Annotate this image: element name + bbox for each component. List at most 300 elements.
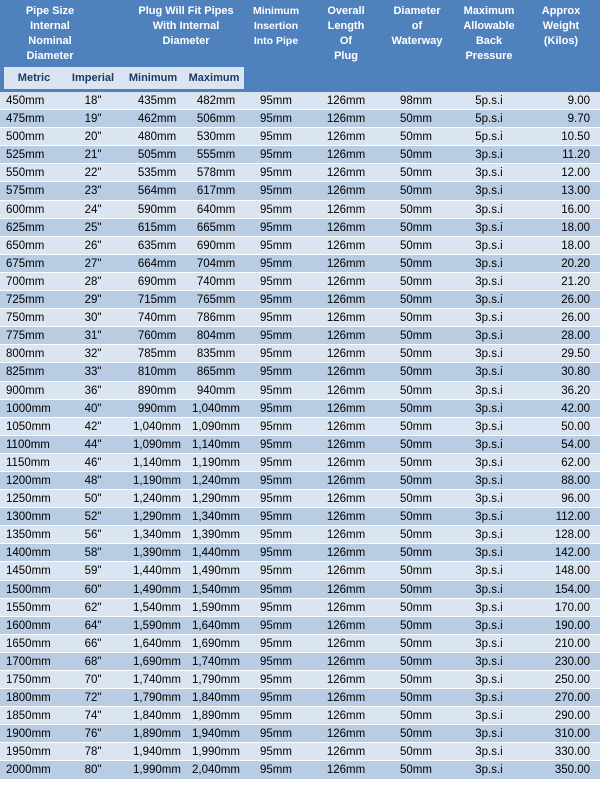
cell-insertion: 95mm [260, 203, 292, 216]
cell-insertion: 95mm [260, 113, 292, 126]
cell-imperial: 36" [84, 384, 102, 397]
cell-waterway: 50mm [400, 438, 432, 451]
cell-metric: 725mm [6, 294, 45, 307]
cell-length: 126mm [326, 330, 366, 343]
header-pipe-size: Pipe Size Internal Nominal Diameter [25, 5, 75, 62]
cell-weight: 142.00 [554, 547, 590, 560]
cell-length: 126mm [326, 583, 366, 596]
cell-weight: 26.00 [561, 312, 590, 325]
cell-imperial: 74" [84, 710, 102, 723]
cell-pressure: 3p.s.i [475, 257, 503, 270]
cell-max-diameter: 690mm [196, 239, 236, 252]
table-row [0, 237, 600, 255]
table-row [0, 653, 600, 671]
cell-length: 126mm [326, 275, 366, 288]
cell-length: 126mm [326, 221, 366, 234]
table-row [0, 490, 600, 508]
cell-imperial: 30" [84, 312, 102, 325]
cell-length: 126mm [326, 728, 366, 741]
cell-insertion: 95mm [260, 456, 292, 469]
cell-length: 126mm [326, 239, 366, 252]
cell-max-diameter: 786mm [196, 312, 236, 325]
cell-imperial: 22" [84, 167, 102, 180]
cell-length: 126mm [326, 149, 366, 162]
cell-max-diameter: 1,890mm [192, 710, 240, 723]
cell-imperial: 31" [84, 330, 102, 343]
cell-pressure: 3p.s.i [475, 619, 503, 632]
cell-weight: 50.00 [561, 420, 590, 433]
cell-max-diameter: 1,740mm [192, 655, 240, 668]
cell-length: 126mm [326, 312, 366, 325]
table-row [0, 761, 600, 779]
cell-length: 126mm [326, 95, 366, 107]
cell-min-diameter: 785mm [137, 348, 177, 361]
table-row [0, 472, 600, 490]
table-row [0, 291, 600, 309]
cell-max-diameter: 1,940mm [192, 728, 240, 741]
cell-imperial: 20" [84, 131, 102, 144]
table-row [0, 689, 600, 707]
subheader-maximum: Maximum [188, 72, 240, 84]
cell-length: 126mm [326, 619, 366, 632]
table-row [0, 128, 600, 146]
cell-pressure: 5p.s.i [475, 131, 503, 144]
subheader-imperial: Imperial [71, 72, 115, 84]
cell-pressure: 3p.s.i [475, 511, 503, 524]
cell-imperial: 58" [84, 547, 102, 560]
cell-weight: 170.00 [554, 601, 590, 614]
cell-metric: 1250mm [6, 493, 51, 506]
cell-metric: 1950mm [6, 746, 51, 759]
table-row [0, 92, 600, 110]
cell-min-diameter: 462mm [137, 113, 177, 126]
table-row [0, 164, 600, 182]
cell-insertion: 95mm [260, 312, 292, 325]
cell-waterway: 50mm [400, 366, 432, 379]
cell-min-diameter: 1,740mm [133, 674, 181, 686]
cell-metric: 1650mm [6, 637, 51, 650]
cell-imperial: 60" [84, 583, 102, 596]
cell-pressure: 3p.s.i [475, 348, 503, 361]
cell-max-diameter: 1,640mm [192, 619, 240, 632]
cell-waterway: 50mm [400, 619, 432, 632]
table-row [0, 345, 600, 363]
cell-waterway: 50mm [400, 583, 432, 596]
cell-waterway: 50mm [400, 275, 432, 288]
cell-insertion: 95mm [260, 655, 292, 668]
cell-length: 126mm [326, 257, 366, 270]
cell-min-diameter: 1,190mm [133, 474, 181, 487]
cell-pressure: 3p.s.i [475, 438, 503, 451]
header-insertion: Minimum Insertion Into Pipe [252, 5, 300, 47]
cell-insertion: 95mm [260, 728, 292, 741]
cell-imperial: 18" [84, 95, 102, 107]
cell-min-diameter: 1,590mm [133, 619, 181, 632]
cell-min-diameter: 990mm [137, 402, 177, 415]
cell-min-diameter: 480mm [137, 131, 177, 144]
cell-imperial: 56" [84, 529, 102, 542]
cell-insertion: 95mm [260, 239, 292, 252]
cell-pressure: 3p.s.i [475, 474, 503, 487]
table-row [0, 201, 600, 219]
cell-imperial: 40" [84, 402, 102, 415]
cell-metric: 1100mm [6, 438, 50, 451]
cell-max-diameter: 665mm [196, 221, 236, 234]
cell-min-diameter: 1,540mm [133, 601, 181, 614]
cell-metric: 1550mm [6, 601, 51, 614]
cell-metric: 800mm [6, 348, 45, 361]
cell-weight: 16.00 [561, 203, 590, 216]
cell-pressure: 3p.s.i [475, 493, 503, 506]
cell-length: 126mm [326, 547, 366, 560]
cell-max-diameter: 1,090mm [192, 420, 240, 433]
table-row [0, 671, 600, 689]
cell-length: 126mm [326, 294, 366, 307]
cell-insertion: 95mm [260, 493, 292, 506]
cell-weight: 9.70 [567, 113, 590, 126]
cell-length: 126mm [326, 203, 366, 216]
cell-length: 126mm [326, 674, 366, 686]
cell-metric: 825mm [6, 366, 45, 379]
cell-waterway: 50mm [400, 637, 432, 650]
cell-imperial: 76" [84, 728, 102, 741]
cell-length: 126mm [326, 511, 366, 524]
cell-waterway: 50mm [400, 692, 432, 705]
cell-max-diameter: 555mm [196, 149, 236, 162]
cell-waterway: 50mm [400, 456, 432, 469]
cell-pressure: 3p.s.i [475, 167, 503, 180]
cell-imperial: 42" [84, 420, 102, 433]
cell-waterway: 50mm [400, 474, 432, 487]
cell-weight: 230.00 [554, 655, 590, 668]
cell-metric: 1400mm [6, 547, 51, 560]
cell-metric: 775mm [6, 330, 45, 343]
cell-max-diameter: 1,390mm [192, 529, 240, 542]
cell-max-diameter: 2,040mm [192, 764, 240, 777]
cell-length: 126mm [326, 348, 366, 361]
cell-imperial: 26" [84, 239, 102, 252]
cell-metric: 1050mm [6, 420, 51, 433]
cell-pressure: 3p.s.i [475, 565, 503, 578]
cell-insertion: 95mm [260, 565, 292, 578]
cell-max-diameter: 1,140mm [192, 438, 240, 451]
cell-pressure: 3p.s.i [475, 764, 503, 777]
cell-max-diameter: 1,790mm [192, 674, 240, 686]
cell-insertion: 95mm [260, 294, 292, 307]
cell-weight: 36.20 [561, 384, 590, 397]
table-row [0, 743, 600, 761]
cell-metric: 500mm [6, 131, 45, 144]
cell-insertion: 95mm [260, 547, 292, 560]
cell-metric: 1600mm [6, 619, 51, 632]
cell-insertion: 95mm [260, 131, 292, 144]
cell-pressure: 3p.s.i [475, 547, 503, 560]
header-back-pressure: Maximum Allowable Back Pressure [463, 5, 515, 62]
cell-waterway: 50mm [400, 547, 432, 560]
cell-min-diameter: 1,690mm [133, 655, 181, 668]
cell-weight: 310.00 [554, 728, 590, 741]
cell-imperial: 46" [84, 456, 102, 469]
cell-imperial: 70" [84, 674, 102, 686]
cell-weight: 148.00 [554, 565, 590, 578]
cell-metric: 600mm [6, 203, 45, 216]
cell-weight: 62.00 [561, 456, 590, 469]
cell-min-diameter: 740mm [137, 312, 177, 325]
cell-pressure: 3p.s.i [475, 674, 503, 686]
cell-weight: 330.00 [554, 746, 590, 759]
cell-length: 126mm [326, 113, 366, 126]
cell-min-diameter: 1,490mm [133, 583, 181, 596]
header-fit-pipes: Plug Will Fit Pipes With Internal Diameter [138, 5, 234, 47]
cell-length: 126mm [326, 456, 366, 469]
cell-min-diameter: 535mm [137, 167, 177, 180]
subheader-minimum: Minimum [128, 72, 178, 84]
table-row [0, 418, 600, 436]
cell-imperial: 78" [84, 746, 102, 759]
cell-insertion: 95mm [260, 583, 292, 596]
cell-length: 126mm [326, 131, 366, 144]
cell-pressure: 3p.s.i [475, 185, 503, 198]
subheader-metric: Metric [17, 72, 51, 84]
cell-imperial: 25" [84, 221, 102, 234]
cell-metric: 525mm [6, 149, 45, 162]
cell-insertion: 95mm [260, 692, 292, 705]
cell-imperial: 32" [84, 348, 102, 361]
cell-min-diameter: 1,390mm [133, 547, 181, 560]
cell-imperial: 68" [84, 655, 102, 668]
cell-insertion: 95mm [260, 221, 292, 234]
table-row [0, 526, 600, 544]
cell-imperial: 33" [84, 366, 102, 379]
header-weight: Approx Weight (Kilos) [541, 5, 581, 47]
cell-pressure: 3p.s.i [475, 637, 503, 650]
cell-imperial: 62" [84, 601, 102, 614]
cell-imperial: 80" [84, 764, 102, 777]
cell-min-diameter: 664mm [137, 257, 177, 270]
cell-min-diameter: 1,990mm [133, 764, 181, 777]
cell-weight: 26.00 [561, 294, 590, 307]
cell-length: 126mm [326, 529, 366, 542]
cell-metric: 475mm [6, 113, 45, 126]
cell-max-diameter: 865mm [196, 366, 236, 379]
cell-waterway: 50mm [400, 294, 432, 307]
table-row [0, 707, 600, 725]
table-row [0, 327, 600, 345]
cell-min-diameter: 1,340mm [133, 529, 181, 542]
cell-max-diameter: 740mm [196, 275, 236, 288]
cell-length: 126mm [326, 402, 366, 415]
cell-insertion: 95mm [260, 167, 292, 180]
cell-waterway: 50mm [400, 239, 432, 252]
cell-insertion: 95mm [260, 619, 292, 632]
cell-metric: 575mm [6, 185, 45, 198]
cell-pressure: 3p.s.i [475, 728, 503, 741]
cell-metric: 1750mm [6, 674, 51, 686]
cell-max-diameter: 1,190mm [192, 456, 240, 469]
cell-waterway: 50mm [400, 728, 432, 741]
cell-waterway: 50mm [400, 601, 432, 614]
cell-weight: 250.00 [554, 674, 590, 686]
cell-pressure: 3p.s.i [475, 384, 503, 397]
cell-waterway: 50mm [400, 167, 432, 180]
cell-waterway: 50mm [400, 203, 432, 216]
cell-length: 126mm [326, 746, 366, 759]
cell-waterway: 50mm [400, 221, 432, 234]
cell-insertion: 95mm [260, 366, 292, 379]
table-row [0, 725, 600, 743]
cell-pressure: 3p.s.i [475, 366, 503, 379]
cell-insertion: 95mm [260, 149, 292, 162]
cell-insertion: 95mm [260, 330, 292, 343]
cell-max-diameter: 1,490mm [192, 565, 240, 578]
cell-pressure: 3p.s.i [475, 149, 503, 162]
cell-max-diameter: 578mm [196, 167, 236, 180]
table-row [0, 508, 600, 526]
cell-pressure: 3p.s.i [475, 692, 503, 705]
cell-pressure: 3p.s.i [475, 655, 503, 668]
cell-pressure: 3p.s.i [475, 221, 503, 234]
cell-insertion: 95mm [260, 601, 292, 614]
cell-imperial: 48" [84, 474, 102, 487]
cell-pressure: 3p.s.i [475, 203, 503, 216]
cell-imperial: 50" [84, 493, 102, 506]
cell-length: 126mm [326, 637, 366, 650]
cell-metric: 675mm [6, 257, 45, 270]
cell-pressure: 3p.s.i [475, 601, 503, 614]
cell-min-diameter: 1,040mm [133, 420, 181, 433]
cell-min-diameter: 890mm [137, 384, 177, 397]
table-row [0, 219, 600, 237]
cell-waterway: 50mm [400, 655, 432, 668]
cell-insertion: 95mm [260, 95, 292, 107]
cell-length: 126mm [326, 185, 366, 198]
cell-weight: 30.80 [561, 366, 590, 379]
cell-max-diameter: 704mm [196, 257, 236, 270]
cell-max-diameter: 835mm [196, 348, 236, 361]
cell-min-diameter: 635mm [137, 239, 177, 252]
cell-insertion: 95mm [260, 275, 292, 288]
cell-waterway: 50mm [400, 348, 432, 361]
cell-pressure: 5p.s.i [475, 113, 503, 126]
cell-metric: 450mm [6, 95, 45, 107]
cell-waterway: 50mm [400, 493, 432, 506]
cell-insertion: 95mm [260, 474, 292, 487]
cell-min-diameter: 1,090mm [133, 438, 181, 451]
table-row [0, 635, 600, 653]
table-row [0, 110, 600, 128]
cell-waterway: 50mm [400, 420, 432, 433]
cell-weight: 21.20 [561, 275, 590, 288]
cell-waterway: 50mm [400, 257, 432, 270]
cell-length: 126mm [326, 565, 366, 578]
cell-pressure: 3p.s.i [475, 746, 503, 759]
cell-waterway: 50mm [400, 185, 432, 198]
cell-weight: 10.50 [561, 131, 590, 144]
cell-pressure: 3p.s.i [475, 456, 503, 469]
table-row [0, 617, 600, 635]
cell-min-diameter: 1,640mm [133, 637, 181, 650]
table-row [0, 273, 600, 291]
cell-waterway: 50mm [400, 674, 432, 686]
cell-pressure: 3p.s.i [475, 275, 503, 288]
cell-metric: 625mm [6, 221, 45, 234]
cell-weight: 290.00 [554, 710, 590, 723]
cell-max-diameter: 1,840mm [192, 692, 240, 705]
cell-min-diameter: 615mm [137, 221, 177, 234]
cell-imperial: 19" [84, 113, 102, 126]
cell-max-diameter: 940mm [196, 384, 236, 397]
cell-pressure: 3p.s.i [475, 402, 503, 415]
cell-waterway: 50mm [400, 710, 432, 723]
cell-waterway: 50mm [400, 131, 432, 144]
cell-weight: 350.00 [554, 764, 590, 777]
header-waterway: Diameter of Waterway [391, 5, 443, 47]
cell-insertion: 95mm [260, 710, 292, 723]
cell-length: 126mm [326, 167, 366, 180]
cell-waterway: 50mm [400, 402, 432, 415]
cell-min-diameter: 435mm [137, 95, 177, 107]
cell-max-diameter: 1,290mm [192, 493, 240, 506]
table-row [0, 146, 600, 164]
cell-metric: 550mm [6, 167, 45, 180]
cell-imperial: 72" [84, 692, 102, 705]
cell-max-diameter: 1,340mm [192, 511, 240, 524]
cell-min-diameter: 505mm [137, 149, 177, 162]
cell-weight: 9.00 [567, 95, 590, 107]
cell-pressure: 3p.s.i [475, 710, 503, 723]
cell-min-diameter: 1,290mm [133, 511, 181, 524]
cell-pressure: 3p.s.i [475, 583, 503, 596]
table-row [0, 182, 600, 200]
cell-min-diameter: 590mm [137, 203, 177, 216]
table-row [0, 309, 600, 327]
cell-weight: 128.00 [554, 529, 590, 542]
cell-min-diameter: 760mm [137, 330, 177, 343]
cell-min-diameter: 1,140mm [133, 456, 181, 469]
cell-min-diameter: 1,440mm [133, 565, 181, 578]
table-row [0, 599, 600, 617]
cell-max-diameter: 1,690mm [192, 637, 240, 650]
cell-pressure: 3p.s.i [475, 420, 503, 433]
cell-max-diameter: 1,440mm [192, 547, 240, 560]
cell-waterway: 98mm [400, 95, 432, 107]
table-row [0, 400, 600, 418]
cell-pressure: 3p.s.i [475, 239, 503, 252]
cell-metric: 1450mm [6, 565, 51, 578]
cell-pressure: 5p.s.i [475, 95, 503, 107]
cell-waterway: 50mm [400, 312, 432, 325]
cell-weight: 96.00 [561, 493, 590, 506]
cell-max-diameter: 765mm [196, 294, 236, 307]
cell-pressure: 3p.s.i [475, 330, 503, 343]
cell-metric: 1150mm [6, 456, 50, 469]
cell-max-diameter: 530mm [196, 131, 236, 144]
cell-pressure: 3p.s.i [475, 529, 503, 542]
cell-max-diameter: 1,990mm [192, 746, 240, 759]
cell-metric: 1350mm [6, 529, 51, 542]
cell-min-diameter: 715mm [137, 294, 177, 307]
cell-insertion: 95mm [260, 438, 292, 451]
cell-max-diameter: 640mm [196, 203, 236, 216]
cell-weight: 11.20 [562, 149, 590, 162]
cell-weight: 12.00 [561, 167, 590, 180]
table-row [0, 436, 600, 454]
cell-length: 126mm [326, 384, 366, 397]
cell-weight: 29.50 [561, 348, 590, 361]
cell-weight: 18.00 [561, 239, 590, 252]
table-body [0, 92, 600, 780]
cell-waterway: 50mm [400, 113, 432, 126]
